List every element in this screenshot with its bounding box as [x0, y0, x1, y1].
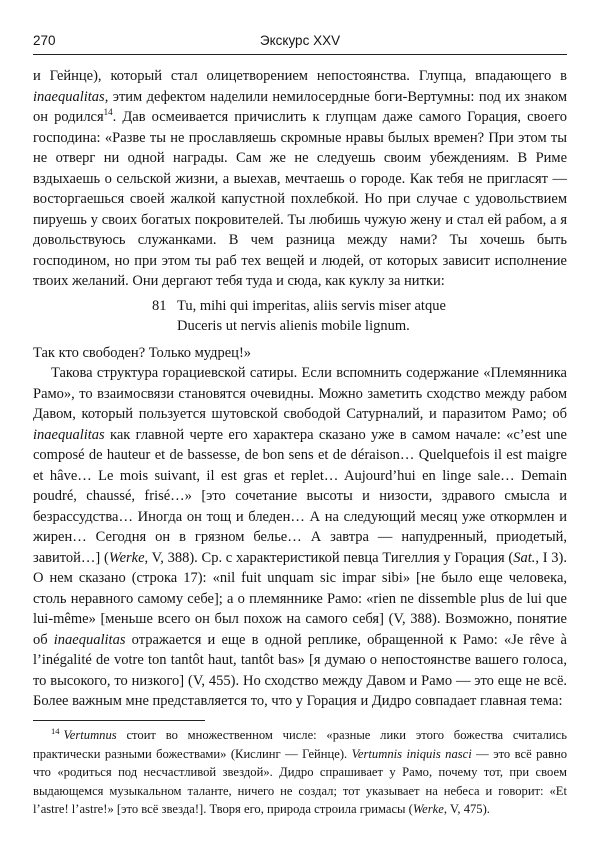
- term-inaequalitas: inaequalitas: [53, 631, 126, 648]
- footnote-rule: [33, 720, 205, 721]
- main-text: [33, 66, 567, 712]
- page-number: 270: [33, 33, 56, 48]
- citation-werke: Werke: [108, 549, 145, 566]
- term-inaequalitas: inaequalitas: [33, 426, 105, 443]
- footnote-mark: 14: [51, 725, 60, 736]
- verse-line-2: Duceris ut nervis alienis mobile lignum.: [177, 318, 410, 334]
- citation-sat: Sat.: [513, 549, 536, 566]
- verse-line-1: Tu, mihi qui imperitas, aliis servis miser atque: [177, 297, 446, 314]
- paragraph-1: и Гейнце), который стал олицетворением непостоянства. Глупца, впадающего в inaequalitas, этим дефектом наделили немилосердные боги-Вертумны: под их знаком он родился$^{14}$. Дав осмеивается причислить к глупцам даже самого Горация, своего господина: «Разве ты не прославляешь скромные нравы былых времен? При этом ты не отверг ни одной награды. Сам же не следуешь своим убеждениям. В Риме вздыхаешь о сельской жизни, а выехав, мечтаешь о городе. Как тебя не пригласят — восторгаешься своей жалкой капустной похлебкой. Но при случае с удовольствием пируешь у своих богатых покровителей. Ты любишь чужую жену и стал ей рабом, а я довольствуюсь служанками. В чем разница между нами? Ты хочешь быть господином, но при этом ты раб тех вещей и людей, от которых зависит исполнение твоих желаний. Они дергают тебя туда и сюда, как куклу за нитки:: [33, 68, 567, 289]
- paragraph-3: Такова структура горациевской сатиры. Если вспомнить содержание «Племянника Рамо», то взаимосвязи становятся очевидны. Можно заметить сходство между рабом Давом, который пользуется шутовской свободой Сатурналий, и паразитом Рамо; об inaequalitas как главной черте его характера сказано уже в самом начале: «c’est une composé de hauteur et de bassesse, de bon sens et de déraison… Quelquefois il est maigre et hâve… Le mois suivant, il est gras et replet… Aujourd’hui en linge sale… Demain poudré, chaussé, frisé…» [это сочетание высоты и низости, здравого смысла и безрассудства… Иногда он тощ и бледен… А на следующий месяц уже откормлен и жирен… Сегодня он в грязном белье… А завтра — напудренный, приодетый, завитой…] (Werke, V, 388). Ср. с характеристикой певца Тигеллия у Горация (Sat., I 3). О нем сказано (строка 17): «nil fuit unquam sic impar sibi» [не было еще человека, столь неравного самому себе]; а о племяннике Рамо: «rien ne dissemble plus de lui que lui-même» [меньше всего он был похож на самого себя] (V, 388). Возможно, понятие об inaequalitas отражается и еще в одной реплике, обращенной к Рамо: «Je rêve à l’inégalité de votre ton tantôt haut, tantôt bas» [я думаю о непостоянстве вашего голоса, то высокого, то низкого] (V, 455). Но сходство между Давом и Рамо — это еще не всё. Более важным мне представляется то, что у Горация и Дидро совпадает главная тема:: [33, 365, 567, 709]
- verse-number: 81: [152, 297, 167, 314]
- verse-quote: [33, 296, 567, 337]
- footnote-reference: 14: [103, 107, 113, 118]
- term-inaequalitas: inaequalitas: [33, 88, 105, 105]
- running-header: [33, 33, 567, 53]
- running-title: Экскурс XXV: [259, 33, 341, 48]
- paragraph-2: Так кто свободен? Только мудрец!»: [33, 344, 252, 361]
- footnote-14: $^{14}$ Vertumnus стоит во множественном числе: «разные лики этого божества считались практически разными божествами» (Кислинг — Гейнце). Vertumnis iniquis nasci — это всё равно что «родиться под несчастливой звездой». Дидро спрашивает у Рамо, почему тот, при своем выдающемся музыкальном таланте, ничего не создал; тот указывает на небеса и говорит: «Et l’astre! l’astre!» [это всё звезда!]. Творя его, природа строила гримасы (Werke, V, 475).: [33, 725, 568, 816]
- header-rule: [33, 54, 567, 55]
